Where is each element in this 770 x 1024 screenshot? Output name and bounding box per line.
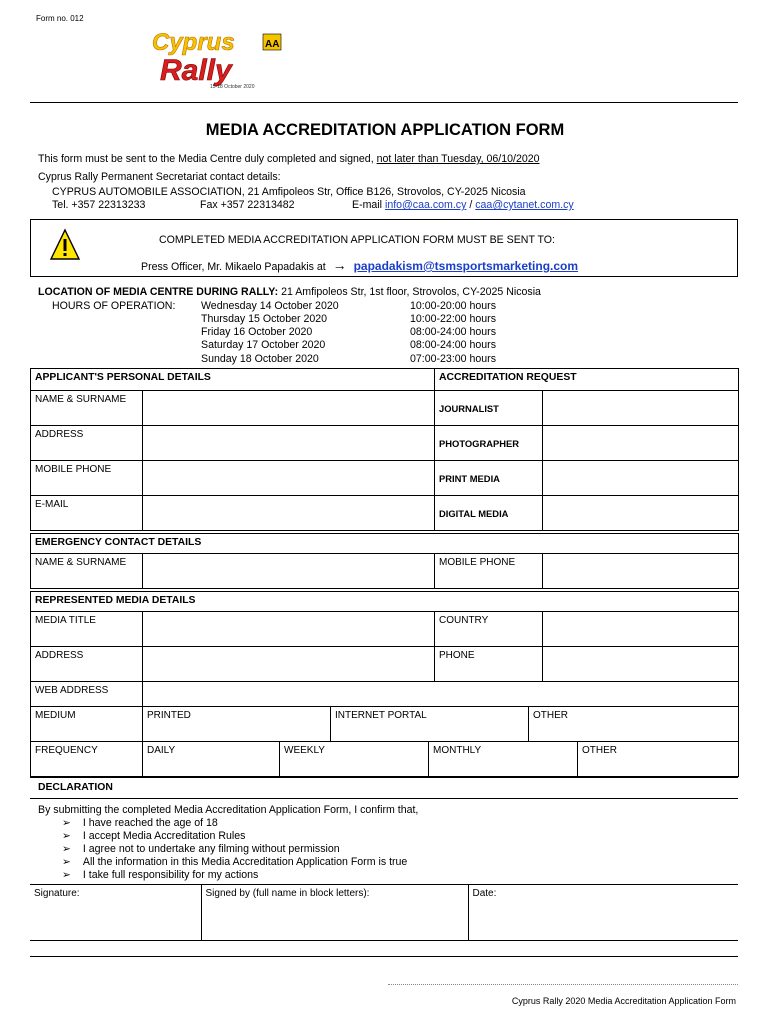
declaration-item-1	[62, 830, 245, 842]
arrow-bullet-icon: ➢	[62, 856, 71, 868]
input-country[interactable]	[543, 612, 739, 647]
option-digital-media: DIGITAL MEDIA	[435, 496, 543, 531]
media-details-table	[30, 591, 739, 707]
notice-email-link[interactable]: papadakism@tsmsportsmarketing.com	[353, 259, 579, 273]
hours-time-0: 10:00-20:00 hours	[410, 300, 496, 312]
secretariat-tel: Tel. +357 22313233	[52, 199, 146, 211]
declaration-rule-top	[30, 777, 738, 778]
logo-text-top: Cyprus	[152, 29, 235, 56]
notice-recipient: Press Officer, Mr. Mikaelo Papadakis at	[141, 261, 326, 273]
footer-text: Cyprus Rally 2020 Media Accreditation Application Form	[511, 996, 736, 1006]
input-email[interactable]	[143, 496, 435, 531]
input-name-surname[interactable]	[143, 391, 435, 426]
option-internet-portal[interactable]: INTERNET PORTAL	[331, 707, 529, 742]
declaration-item-text: I agree not to undertake any filming without permission	[82, 843, 340, 855]
accreditation-request-heading: ACCREDITATION REQUEST	[435, 369, 739, 391]
declaration-item-text: I have reached the age of 18	[82, 817, 218, 829]
declaration-item-0	[62, 817, 218, 829]
secretariat-address: CYPRUS AUTOMOBILE ASSOCIATION, 21 Amfipoleos Str, Office B126, Strovolos, CY-2025 Nicosia	[52, 186, 526, 198]
email-label: E-mail	[352, 199, 385, 211]
emergency-contact-table	[30, 533, 739, 589]
checkbox-print-media[interactable]	[543, 461, 739, 496]
label-frequency: FREQUENCY	[31, 742, 143, 777]
input-mobile-phone[interactable]	[143, 461, 435, 496]
header-rule	[30, 102, 738, 103]
option-daily[interactable]: DAILY	[143, 742, 280, 777]
email-link-cytanet[interactable]: caa@cytanet.com.cy	[475, 199, 574, 211]
label-email: E-MAIL	[31, 496, 143, 531]
checkbox-journalist[interactable]	[543, 391, 739, 426]
checkbox-digital-media[interactable]	[543, 496, 739, 531]
label-media-title: MEDIA TITLE	[31, 612, 143, 647]
hours-day-2: Friday 16 October 2020	[201, 326, 313, 338]
input-address[interactable]	[143, 426, 435, 461]
option-journalist: JOURNALIST	[435, 391, 543, 426]
email-link-info[interactable]: info@caa.com.cy	[384, 199, 467, 211]
declaration-item-4	[62, 869, 258, 881]
notice-box	[30, 219, 738, 277]
hours-label: HOURS OF OPERATION:	[52, 300, 176, 312]
option-photographer: PHOTOGRAPHER	[435, 426, 543, 461]
warning-icon	[49, 228, 81, 262]
option-monthly[interactable]: MONTHLY	[429, 742, 578, 777]
location-label: LOCATION OF MEDIA CENTRE DURING RALLY:	[38, 286, 279, 298]
checkbox-photographer[interactable]	[543, 426, 739, 461]
input-emergency-name[interactable]	[143, 554, 435, 589]
label-mobile-phone: MOBILE PHONE	[31, 461, 143, 496]
arrow-bullet-icon: ➢	[62, 817, 71, 829]
cyprus-rally-logo	[150, 28, 285, 90]
footer-rule	[388, 984, 738, 985]
frequency-table	[30, 741, 739, 777]
media-centre-location	[38, 286, 541, 298]
label-media-address: ADDRESS	[31, 647, 143, 682]
personal-details-heading: APPLICANT'S PERSONAL DETAILS	[31, 369, 435, 391]
logo-dates: 15-18 October 2020	[210, 84, 255, 90]
personal-details-table	[30, 368, 739, 531]
declaration-item-text: I take full responsibility for my actions	[82, 869, 259, 881]
notice-line-1: COMPLETED MEDIA ACCREDITATION APPLICATION FORM MUST BE SENT TO:	[159, 234, 555, 246]
label-medium: MEDIUM	[31, 707, 143, 742]
email-separator: /	[466, 199, 476, 211]
option-frequency-other[interactable]: OTHER	[578, 742, 739, 777]
label-web-address: WEB ADDRESS	[31, 682, 143, 707]
declaration-item-text: All the information in this Media Accreditation Application Form is true	[82, 856, 408, 868]
input-web-address[interactable]	[143, 682, 739, 707]
input-media-title[interactable]	[143, 612, 435, 647]
form-number: Form no. 012	[36, 14, 84, 23]
input-emergency-mobile[interactable]	[543, 554, 739, 589]
label-country: COUNTRY	[435, 612, 543, 647]
intro-text: This form must be sent to the Media Centre duly completed and signed,	[38, 153, 377, 165]
declaration-heading: DECLARATION	[38, 782, 113, 793]
label-address: ADDRESS	[31, 426, 143, 461]
label-emergency-name: NAME & SURNAME	[31, 554, 143, 589]
option-printed[interactable]: PRINTED	[143, 707, 331, 742]
signature-field[interactable]: Signature:	[30, 885, 201, 941]
arrow-bullet-icon: ➢	[62, 843, 71, 855]
medium-table	[30, 706, 739, 742]
label-emergency-mobile: MOBILE PHONE	[435, 554, 543, 589]
intro-line-1	[38, 153, 540, 165]
signed-by-field[interactable]: Signed by (full name in block letters):	[201, 885, 468, 941]
input-media-address[interactable]	[143, 647, 435, 682]
hours-time-3: 08:00-24:00 hours	[410, 339, 496, 351]
emergency-contact-heading: EMERGENCY CONTACT DETAILS	[31, 534, 739, 554]
hours-time-4: 07:00-23:00 hours	[410, 353, 496, 365]
secretariat-fax: Fax +357 22313482	[200, 199, 295, 211]
input-phone[interactable]	[543, 647, 739, 682]
aa-badge-text: AA	[265, 39, 280, 50]
declaration-item-2	[62, 843, 340, 855]
hours-day-3: Saturday 17 October 2020	[201, 339, 326, 351]
declaration-rule-bottom	[30, 798, 738, 799]
secretariat-label: Cyprus Rally Permanent Secretariat contact details:	[38, 171, 281, 183]
declaration-item-3	[62, 856, 407, 868]
option-print-media: PRINT MEDIA	[435, 461, 543, 496]
logo-text-bottom: Rally	[160, 54, 232, 87]
page-title: MEDIA ACCREDITATION APPLICATION FORM	[205, 121, 565, 139]
arrow-bullet-icon: ➢	[62, 869, 71, 881]
label-phone: PHONE	[435, 647, 543, 682]
option-medium-other[interactable]: OTHER	[529, 707, 739, 742]
notice-line-2	[141, 257, 578, 273]
declaration-intro: By submitting the completed Media Accreditation Application Form, I confirm that,	[38, 804, 419, 816]
arrow-right-icon: →	[332, 257, 347, 273]
arrow-bullet-icon: ➢	[62, 830, 71, 842]
hours-day-1: Thursday 15 October 2020	[201, 313, 328, 325]
hours-time-2: 08:00-24:00 hours	[410, 326, 496, 338]
hours-day-4: Sunday 18 October 2020	[201, 353, 319, 365]
signature-table	[30, 884, 738, 941]
media-details-heading: REPRESENTED MEDIA DETAILS	[31, 592, 739, 612]
hours-day-0: Wednesday 14 October 2020	[201, 300, 339, 312]
option-weekly[interactable]: WEEKLY	[280, 742, 429, 777]
date-field[interactable]: Date:	[468, 885, 738, 941]
secretariat-email	[352, 199, 574, 211]
declaration-item-text: I accept Media Accreditation Rules	[82, 830, 246, 842]
deadline-text: not later than Tuesday, 06/10/2020	[376, 153, 540, 165]
footer-top-rule	[30, 956, 738, 957]
location-address: 21 Amfipoleos Str, 1st floor, Strovolos, CY-2025 Nicosia	[278, 286, 541, 298]
label-name-surname: NAME & SURNAME	[31, 391, 143, 426]
hours-time-1: 10:00-22:00 hours	[410, 313, 496, 325]
